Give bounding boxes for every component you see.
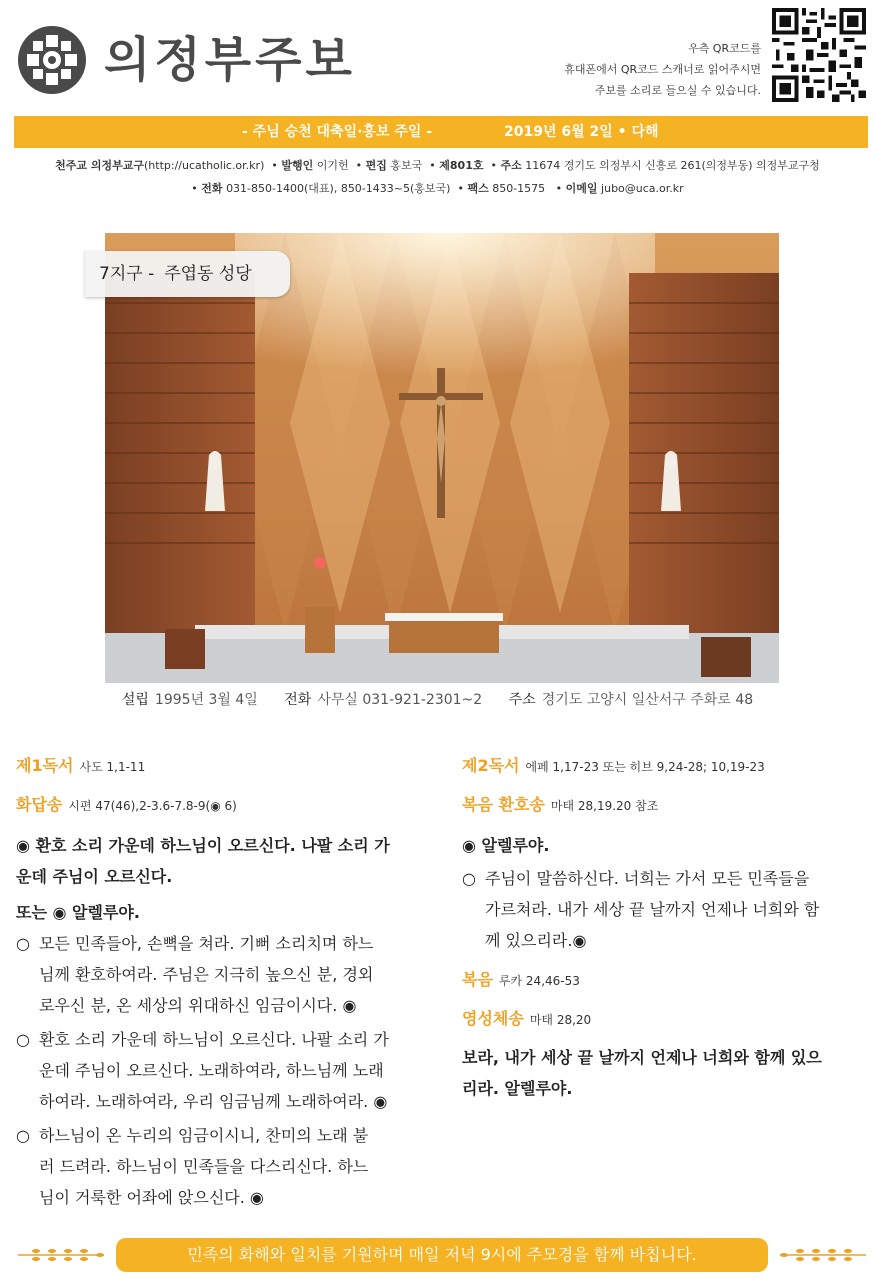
wheat-ornament-left-icon [16,1246,106,1264]
issue-bar [14,116,868,148]
acclamation-heading: 복음 환호송 [462,795,545,814]
feast-title: - 주님 승천 대축일·홍보 주일 - [242,124,433,140]
contact-info: • 전화 031-850-1400(대표), 850-1433~5(홍보국) • 팩스 850-1575 • 이메일 jubo@uca.or.kr [191,182,684,195]
responsorial-psalm: 화답송 시편 47(46),2-3.6-7.8-9(◉ 6) [16,795,237,814]
second-reading-heading: 제2독서 [462,756,520,775]
communion-antiphon: 영성체송 마태 28,20 [462,1009,592,1028]
communion-text: 보라, 내가 세상 끝 날까지 언제나 너희와 함께 있으 리라. 알렐루야. [462,1048,822,1098]
alt-response: 또는 ◉ 알렐루야. [16,903,140,922]
bullet-icon: ○ [16,1030,30,1049]
gospel: 복음 루카 24,46-53 [462,970,580,989]
left-readings-column [16,755,428,1213]
second-reading: 제2독서 에페 1,17-23 또는 히브 9,24-28; 10,19-23 [462,756,765,775]
qr-instructions: 우측 QR코드를 휴대폰에서 QR코드 스캐너로 읽어주시면 주보를 소리로 들으실 수 있습니다. [564,42,761,97]
qr-code[interactable] [772,8,866,102]
diocese-logo-icon [18,26,86,94]
communion-heading: 영성체송 [462,1009,524,1028]
psalm-response: ◉ 환호 소리 가운데 하느님이 오르신다. 나팔 소리 가 운데 주님이 오르신다. [16,836,390,886]
parish-details: 설립 1995년 3월 4일 전화 사무실 031-921-2301~2 주소 경기도 고양시 일산서구 주화로 48 [121,692,754,708]
first-reading: 제1독서 사도 1,1-11 [16,756,146,775]
psalm-verse-1: ○ 모든 민족들아, 손뼉을 쳐라. 기뻐 소리치며 하느 님께 환호하여라. 주님은 지극히 높으신 분, 경외 로우신 분, 온 세상의 위대하신 임금이시다. ◉ [16,928,428,1021]
parish-label: 7지구 - 주엽동 성당 [85,251,290,297]
right-readings-column [462,755,868,1104]
bullet-icon: ○ [462,869,476,888]
church-altar-photo [105,233,779,683]
wheat-ornament-right-icon [778,1246,868,1264]
psalm-verse-3: ○ 하느님이 온 누리의 임금이시니, 찬미의 노래 불 러 드려라. 하느님이 민족들을 다스리신다. 하느 님이 거룩한 어좌에 앉으신다. ◉ [16,1120,428,1213]
bullet-icon: ○ [16,934,30,953]
first-reading-heading: 제1독서 [16,756,74,775]
bullet-icon: ○ [16,1126,30,1145]
publisher-info: 천주교 의정부교구(http://ucatholic.or.kr) • 발행인 이기헌 • 편집 홍보국 • 제801호 • 주소 11674 경기도 의정부시 신흥로 261(의정부동) 의정부교구청 [55,159,820,172]
prayer-banner: 민족의 화해와 일치를 기원하며 매일 저녁 9시에 주모경을 함께 바칩니다. [116,1238,768,1272]
psalm-verse-2: ○ 환호 소리 가운데 하느님이 오르신다. 나팔 소리 가 운데 주님이 오르신다. 노래하여라, 하느님께 노래 하여라. 노래하여라, 우리 임금님께 노래하여라. ◉ [16,1024,428,1117]
gospel-acclamation: 복음 환호송 마태 28,19.20 참조 [462,795,659,814]
email-link[interactable]: jubo@uca.or.kr [601,182,684,195]
psalm-heading: 화답송 [16,795,63,814]
gospel-heading: 복음 [462,970,493,989]
issue-date: 2019년 6월 2일 • 다해 [504,124,659,140]
alleluia-response: ◉ 알렐루야. [462,836,550,855]
bulletin-title: 의정부주보 [104,32,356,88]
acclamation-verse: ○ 주님이 말씀하신다. 너희는 가서 모든 민족들을 가르쳐라. 내가 세상 끝 날까지 언제나 너희와 함 께 있으리라.◉ [462,863,868,956]
